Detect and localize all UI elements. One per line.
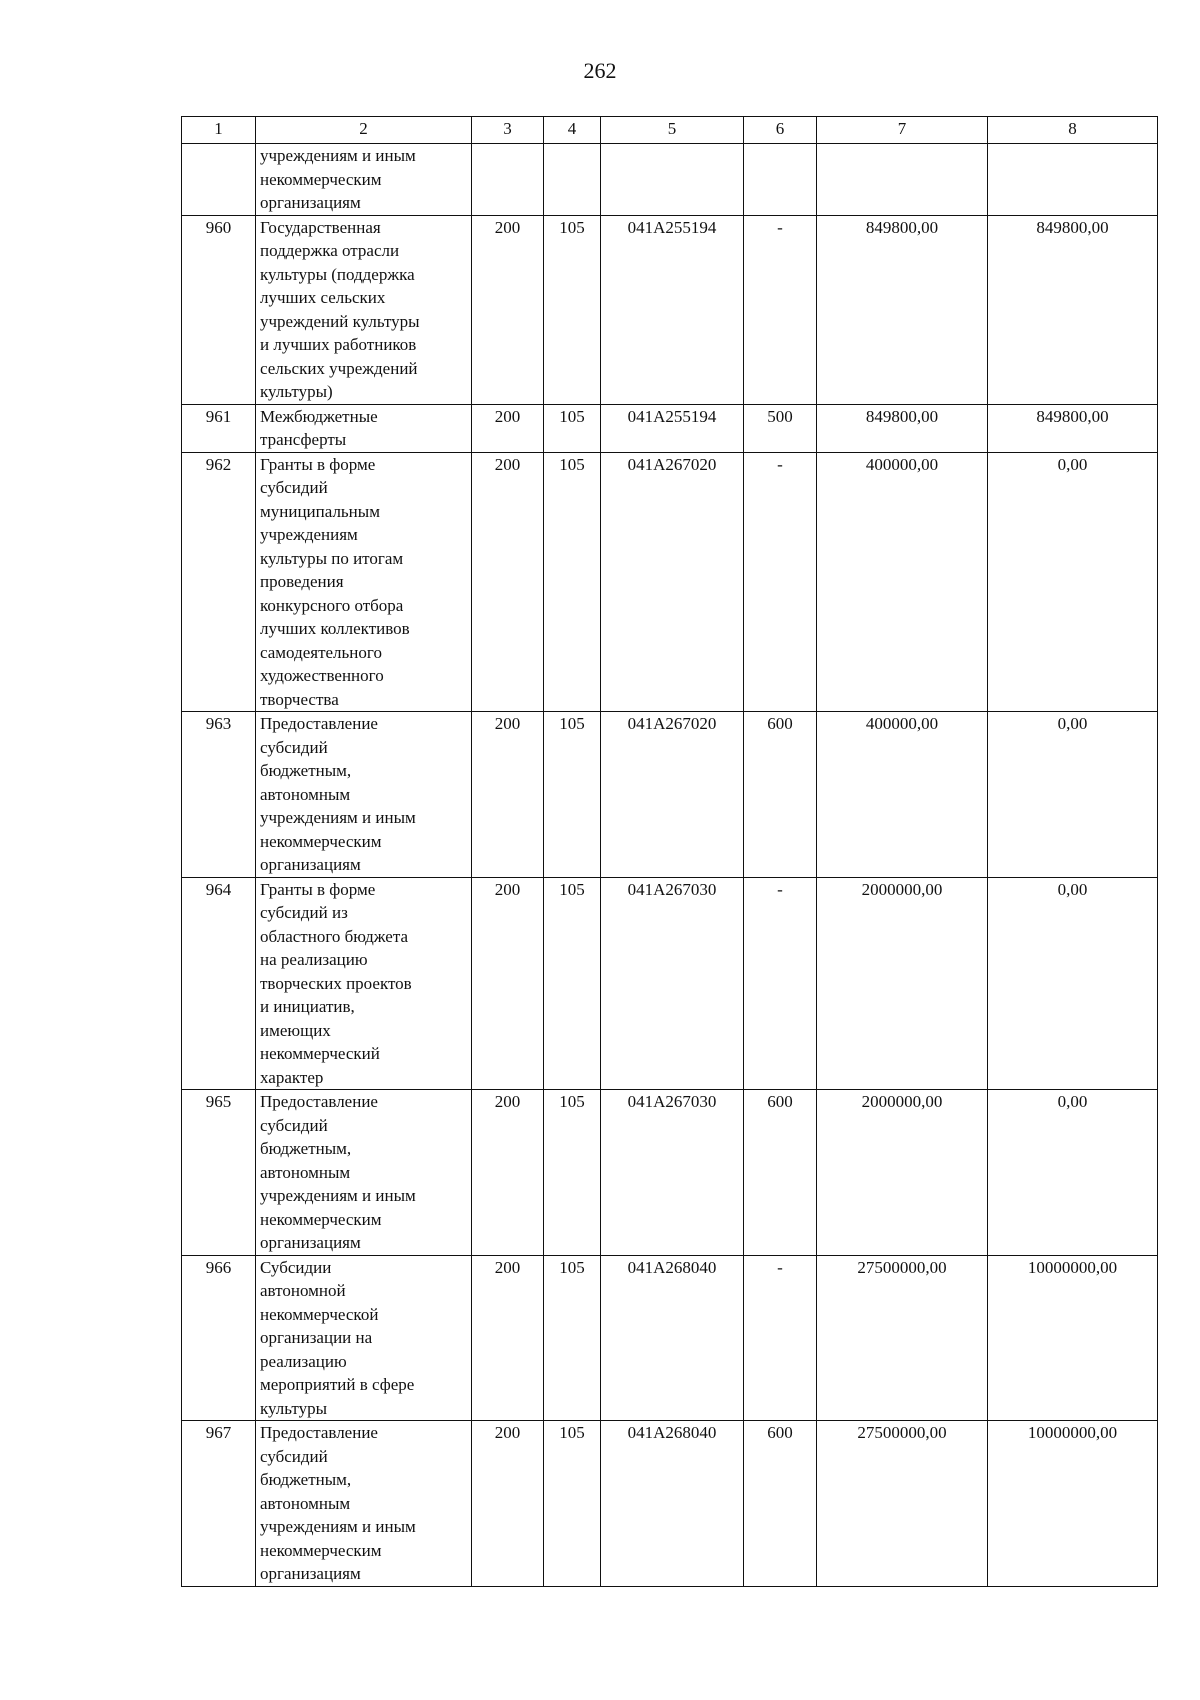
row-col4 [544, 144, 601, 216]
row-col6: 500 [744, 404, 817, 452]
row-col8: 849800,00 [988, 404, 1158, 452]
row-number [182, 144, 256, 216]
row-col8: 0,00 [988, 877, 1158, 1090]
row-col8: 0,00 [988, 1090, 1158, 1256]
row-col4: 105 [544, 1421, 601, 1587]
row-col7: 849800,00 [817, 404, 988, 452]
table-row [182, 712, 1158, 878]
table-row [182, 215, 1158, 404]
row-col6: - [744, 215, 817, 404]
row-name-cell [256, 1255, 472, 1421]
row-col8 [988, 144, 1158, 216]
row-col4: 105 [544, 452, 601, 712]
table-row [182, 877, 1158, 1090]
column-header-1: 1 [182, 117, 256, 144]
row-col4: 105 [544, 712, 601, 878]
row-col4: 105 [544, 1090, 601, 1256]
column-header-6: 6 [744, 117, 817, 144]
row-col5: 041A267020 [601, 452, 744, 712]
column-header-7: 7 [817, 117, 988, 144]
row-col6: - [744, 877, 817, 1090]
row-col6: - [744, 1255, 817, 1421]
row-col3: 200 [472, 1255, 544, 1421]
row-name: учреждениям и иным некоммерческим организациям [260, 146, 416, 212]
row-col5: 041A267030 [601, 877, 744, 1090]
row-col7: 2000000,00 [817, 877, 988, 1090]
row-col5: 041A268040 [601, 1255, 744, 1421]
row-col6: 600 [744, 712, 817, 878]
row-col3: 200 [472, 1421, 544, 1587]
row-number: 964 [182, 877, 256, 1090]
row-col7: 27500000,00 [817, 1255, 988, 1421]
row-name: Гранты в форме субсидий из областного бюджета на реализацию творческих проектов и инициатив, имеющих некоммерческий характер [260, 879, 412, 1087]
row-col3: 200 [472, 452, 544, 712]
row-number: 962 [182, 452, 256, 712]
row-name-cell [256, 712, 472, 878]
row-name: Предоставление субсидий бюджетным, автономным учреждениям и иным некоммерческим организациям [260, 1423, 416, 1583]
table-row [182, 1090, 1158, 1256]
row-col7: 400000,00 [817, 712, 988, 878]
row-col4: 105 [544, 877, 601, 1090]
row-number: 960 [182, 215, 256, 404]
header-row [182, 117, 1158, 144]
budget-table [181, 116, 1158, 1587]
row-name-cell [256, 452, 472, 712]
row-name: Предоставление субсидий бюджетным, автономным учреждениям и иным некоммерческим организациям [260, 1092, 416, 1252]
row-col8: 849800,00 [988, 215, 1158, 404]
table-row [182, 144, 1158, 216]
row-col5: 041A267020 [601, 712, 744, 878]
row-col5: 041A268040 [601, 1421, 744, 1587]
row-name-cell [256, 215, 472, 404]
row-number: 967 [182, 1421, 256, 1587]
row-col5: 041A255194 [601, 404, 744, 452]
row-col5: 041A267030 [601, 1090, 744, 1256]
row-col7: 849800,00 [817, 215, 988, 404]
row-name-cell [256, 1090, 472, 1256]
row-col7: 2000000,00 [817, 1090, 988, 1256]
table-header [182, 117, 1158, 144]
row-col5 [601, 144, 744, 216]
table-row [182, 452, 1158, 712]
row-col6 [744, 144, 817, 216]
row-name-cell [256, 1421, 472, 1587]
row-number: 963 [182, 712, 256, 878]
table-row [182, 1255, 1158, 1421]
row-col6: 600 [744, 1421, 817, 1587]
row-name: Предоставление субсидий бюджетным, автономным учреждениям и иным некоммерческим организациям [260, 714, 416, 874]
row-name: Субсидии автономной некоммерческой организации на реализацию мероприятий в сфере культуры [260, 1257, 415, 1418]
row-col7: 27500000,00 [817, 1421, 988, 1587]
row-col3: 200 [472, 877, 544, 1090]
row-col4: 105 [544, 1255, 601, 1421]
column-header-8: 8 [988, 117, 1158, 144]
row-name-cell [256, 144, 472, 216]
column-header-4: 4 [544, 117, 601, 144]
page-number: 262 [583, 58, 617, 83]
row-col4: 105 [544, 404, 601, 452]
row-name-cell [256, 404, 472, 452]
row-col3 [472, 144, 544, 216]
row-col3: 200 [472, 1090, 544, 1256]
row-col4: 105 [544, 215, 601, 404]
row-col8: 0,00 [988, 452, 1158, 712]
row-col8: 0,00 [988, 712, 1158, 878]
row-col7: 400000,00 [817, 452, 988, 712]
row-name: Гранты в форме субсидий муниципальным учреждениям культуры по итогам проведения конкурсного отбора лучших коллективов самодеятельного художественного творчества [260, 454, 410, 709]
row-col3: 200 [472, 215, 544, 404]
row-col5: 041A255194 [601, 215, 744, 404]
row-col7 [817, 144, 988, 216]
column-header-2: 2 [256, 117, 472, 144]
row-col6: - [744, 452, 817, 712]
table-row [182, 404, 1158, 452]
column-header-3: 3 [472, 117, 544, 144]
row-col8: 10000000,00 [988, 1421, 1158, 1587]
row-name: Государственная поддержка отрасли культуры (поддержка лучших сельских учреждений культуры и лучших работников сельских учреждений культуры) [260, 217, 420, 401]
row-col3: 200 [472, 404, 544, 452]
row-col3: 200 [472, 712, 544, 878]
row-number: 966 [182, 1255, 256, 1421]
table-row [182, 1421, 1158, 1587]
row-col6: 600 [744, 1090, 817, 1256]
row-col8: 10000000,00 [988, 1255, 1158, 1421]
row-name-cell [256, 877, 472, 1090]
table-body [182, 144, 1158, 1587]
row-name: Межбюджетные трансферты [260, 406, 378, 449]
column-header-5: 5 [601, 117, 744, 144]
row-number: 965 [182, 1090, 256, 1256]
row-number: 961 [182, 404, 256, 452]
